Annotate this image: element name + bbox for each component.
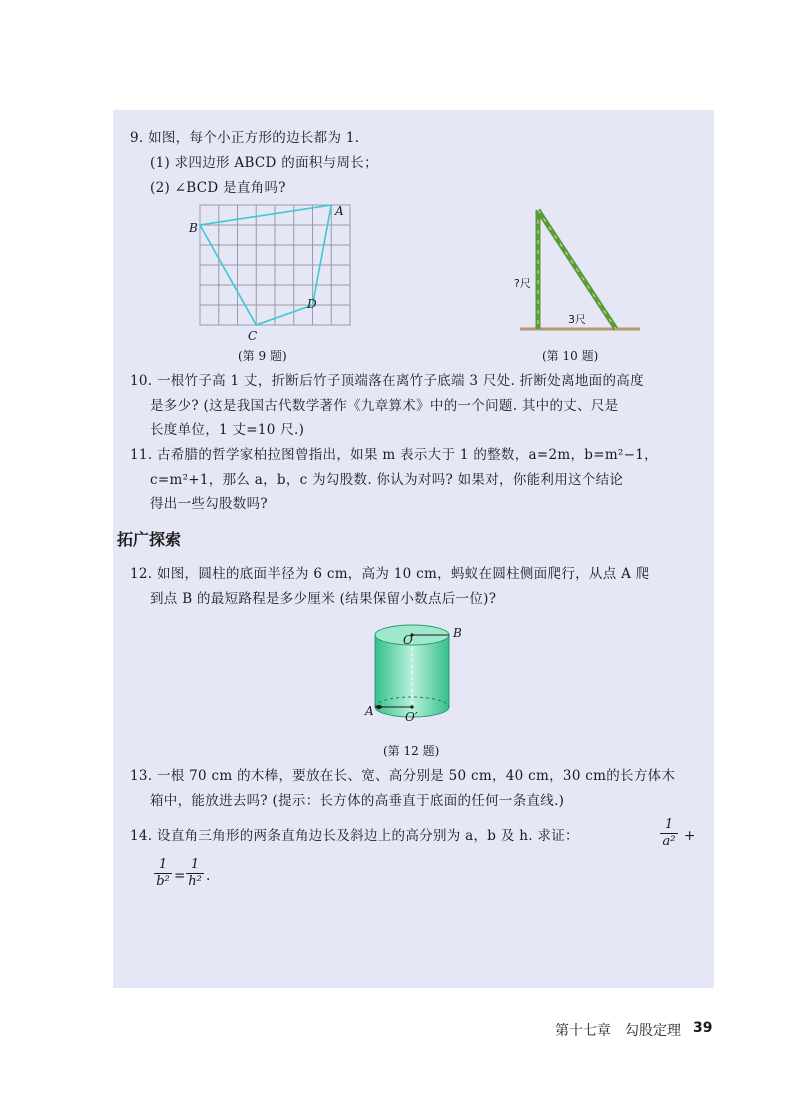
section-title: 拓广探索 (117, 530, 182, 549)
ant-icon (376, 705, 382, 709)
problem-11-line-1: 11. 古希腊的哲学家柏拉图曾指出，如果 m 表示大于 1 的整数，a=2m，b=m²−1， (130, 447, 658, 463)
point-o-prime (410, 705, 413, 708)
base-label: 3尺 (568, 313, 586, 326)
fraction-one-over-a-squared (660, 818, 678, 849)
problem-10-caption: (第 10 题) (542, 349, 599, 363)
plus-sign: + (684, 828, 696, 844)
problem-12-cylinder-figure (365, 615, 485, 735)
problem-11-line-3: 得出一些勾股数吗? (150, 496, 268, 512)
label-c: C (248, 329, 258, 343)
label-b: B (189, 221, 198, 235)
label-o-prime: O′ (405, 710, 418, 724)
period: . (206, 868, 211, 884)
fraction-numerator: 1 (664, 817, 674, 832)
broken-bamboo-nodes (538, 210, 616, 329)
problem-11-line-2: c=m²+1，那么 a，b，c 为勾股数. 你认为对吗? 如果对，你能利用这个结论 (150, 472, 624, 488)
problem-10-line-1: 10. 一根竹子高 1 丈，折断后竹子顶端落在离竹子底端 3 尺处. 折断处离地面的高度 (130, 373, 644, 389)
fraction-one-over-b-squared (154, 858, 172, 889)
label-a: A (335, 204, 344, 218)
footer-chapter: 第十七章 (555, 1023, 611, 1039)
problem-13-line-1: 13. 一根 70 cm 的木棒，要放在长、宽、高分别是 50 cm，40 cm，30 cm的长方体木 (130, 768, 676, 784)
height-label: ?尺 (514, 277, 531, 290)
equals-sign: = (174, 868, 186, 884)
page-number: 39 (693, 1020, 713, 1036)
fraction-denominator: b² (156, 874, 170, 889)
problem-9-line-2: (1) 求四边形 ABCD 的面积与周长； (150, 155, 378, 171)
label-d: D (307, 297, 317, 311)
problem-12-line-2: 到点 B 的最短路程是多少厘米 (结果保留小数点后一位)? (150, 591, 497, 607)
problem-12-line-1: 12. 如图，圆柱的底面半径为 6 cm，高为 10 cm，蚂蚁在圆柱侧面爬行，从点 A 爬 (130, 566, 650, 582)
fraction-one-over-h-squared (186, 858, 204, 889)
problem-9-line-1: 9. 如图，每个小正方形的边长都为 1. (130, 130, 360, 146)
fraction-numerator: 1 (158, 857, 168, 872)
problem-9-grid-figure (189, 200, 370, 343)
problem-12-caption: (第 12 题) (383, 744, 440, 758)
problem-13-line-2: 箱中，能放进去吗? (提示：长方体的高垂直于底面的任何一条直线.) (150, 793, 565, 809)
problem-9-caption: (第 9 题) (238, 349, 287, 363)
fraction-denominator: a² (662, 834, 676, 849)
problem-10-line-3: 长度单位，1 丈=10 尺.) (150, 422, 305, 438)
footer-title: 勾股定理 (625, 1023, 681, 1039)
label-a: A (365, 704, 374, 718)
label-b: B (453, 626, 462, 640)
fraction-numerator: 1 (190, 857, 200, 872)
problem-10-bamboo-figure (510, 205, 640, 335)
problem-14-line-1: 14. 设直角三角形的两条直角边长及斜边上的高分别为 a，b 及 h. 求证： (130, 828, 579, 844)
problem-10-line-2: 是多少? (这是我国古代数学著作《九章算术》中的一个问题. 其中的丈、尺是 (150, 398, 619, 414)
fraction-denominator: h² (188, 874, 202, 889)
label-o: O (403, 633, 413, 647)
problem-9-line-3: (2) ∠BCD 是直角吗? (150, 180, 286, 196)
